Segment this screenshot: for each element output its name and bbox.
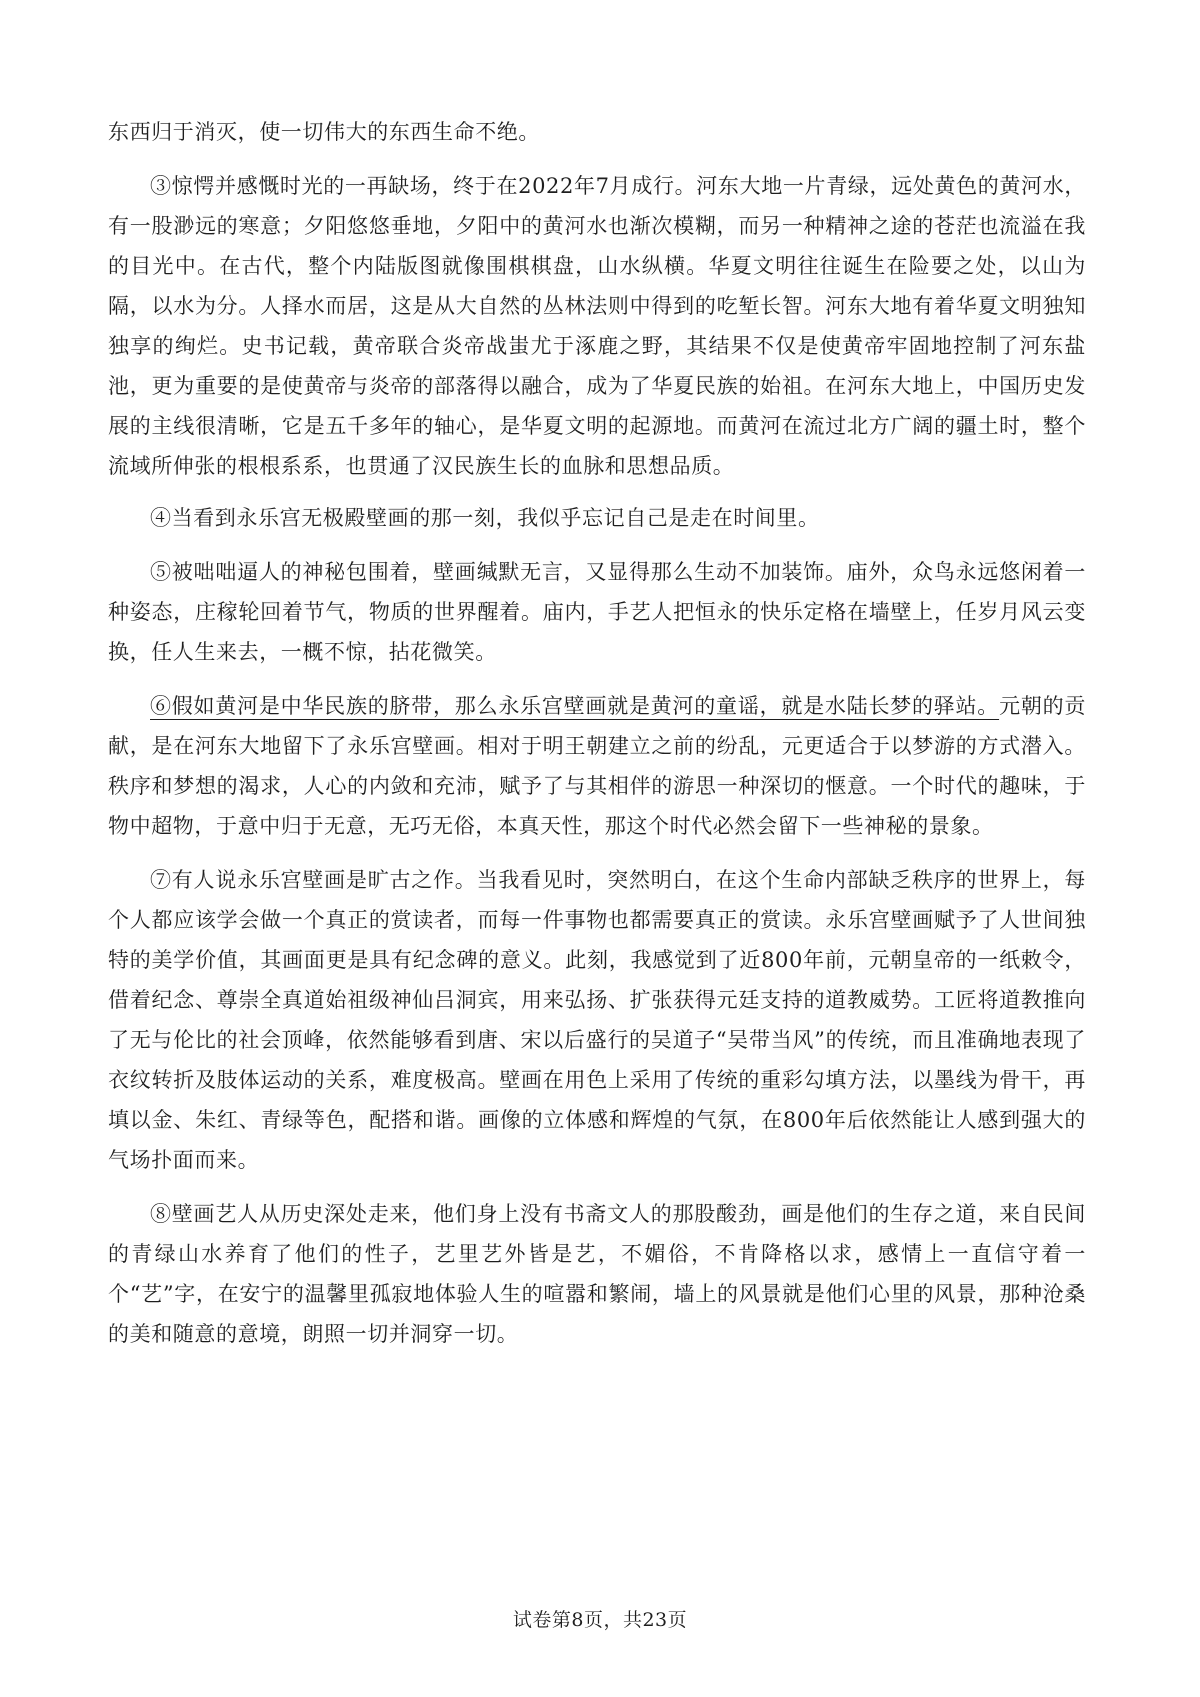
article-body [108,112,1086,1368]
paragraph-4 [108,498,1086,538]
paragraph-5-text: ⑤被咄咄逼人的神秘包围着，壁画缄默无言，又显得那么生动不加装饰。庙外，众鸟永远悠闲着一种姿态，庄稼轮回着节气，物质的世界醒着。庙内，手艺人把恒永的快乐定格在墙壁上，任岁月风云变换，任人生来去，一概不惊，拈花微笑。 [108,560,1086,664]
paragraph-8-text: ⑧壁画艺人从历史深处走来，他们身上没有书斋文人的那股酸劲，画是他们的生存之道，来自民间的青绿山水养育了他们的性子，艺里艺外皆是艺，不媚俗，不肯降格以求，感情上一直信守着一个“艺”字，在安宁的温馨里孤寂地体验人生的喧嚣和繁闹，墙上的风景就是他们心里的风景，那种沧桑的美和随意的意境，朗照一切并洞穿一切。 [108,1202,1086,1346]
page-number-footer: 试卷第8页，共23页 [512,1609,688,1631]
paragraph-1-text: 东西归于消灭，使一切伟大的东西生命不绝。 [108,120,540,144]
paragraph-7-text: ⑦有人说永乐宫壁画是旷古之作。当我看见时，突然明白，在这个生命内部缺乏秩序的世界上，每个人都应该学会做一个真正的赏读者，而每一件事物也都需要真正的赏读。永乐宫壁画赋予了人世间独特的美学价值，其画面更是具有纪念碑的意义。此刻，我感觉到了近800年前，元朝皇帝的一纸敕令，借着纪念、尊崇全真道始祖级神仙吕洞宾，用来弘扬、扩张获得元廷支持的道教威势。工匠将道教推向了无与伦比的社会顶峰，依然能够看到唐、宋以后盛行的吴道子“吴带当风”的传统，而且准确地表现了衣纹转折及肢体运动的关系，难度极高。壁画在用色上采用了传统的重彩勾填方法，以墨线为骨干，再填以金、朱红、青绿等色，配搭和谐。画像的立体感和辉煌的气氛，在800年后依然能让人感到强大的气场扑面而来。 [108,868,1086,1172]
paragraph-3-text: ③惊愕并感慨时光的一再缺场，终于在2022年7月成行。河东大地一片青绿，远处黄色的黄河水，有一股渺远的寒意；夕阳悠悠垂地，夕阳中的黄河水也渐次模糊，而另一种精神之途的苍茫也流溢在我的目光中。在古代，整个内陆版图就像围棋棋盘，山水纵横。华夏文明往往诞生在险要之处，以山为隔，以水为分。人择水而居，这是从大自然的丛林法则中得到的吃堑长智。河东大地有着华夏文明独知独享的绚烂。史书记载，黄帝联合炎帝战蚩尤于涿鹿之野，其结果不仅是使黄帝牢固地控制了河东盐池，更为重要的是使黄帝与炎帝的部落得以融合，成为了华夏民族的始祖。在河东大地上，中国历史发展的主线很清晰，它是五千多年的轴心，是华夏文明的起源地。而黄河在流过北方广阔的疆土时，整个流域所伸张的根根系系，也贯通了汉民族生长的血脉和思想品质。 [108,174,1086,478]
paragraph-3 [108,166,1086,486]
paragraph-5 [108,552,1086,672]
paragraph-6 [108,686,1086,846]
paragraph-7 [108,860,1086,1180]
paragraph-1 [108,112,1086,152]
underlined-sentence: ⑥假如黄河是中华民族的脐带，那么永乐宫壁画就是黄河的童谣，就是水陆长梦的驿站。 [150,694,1000,718]
paragraph-8 [108,1194,1086,1354]
paragraph-6-text: 元朝的贡献，是在河东大地留下了永乐宫壁画。相对于明王朝建立之前的纷乱，元更适合于以梦游的方式潜入。秩序和梦想的渴求，人心的内敛和充沛，赋予了与其相伴的游思一种深切的惬意。一个时代的趣味，于物中超物，于意中归于无意，无巧无俗，本真天性，那这个时代必然会留下一些神秘的景象。 [108,694,1086,838]
paragraph-4-text: ④当看到永乐宫无极殿壁画的那一刻，我似乎忘记自己是走在时间里。 [150,506,820,530]
